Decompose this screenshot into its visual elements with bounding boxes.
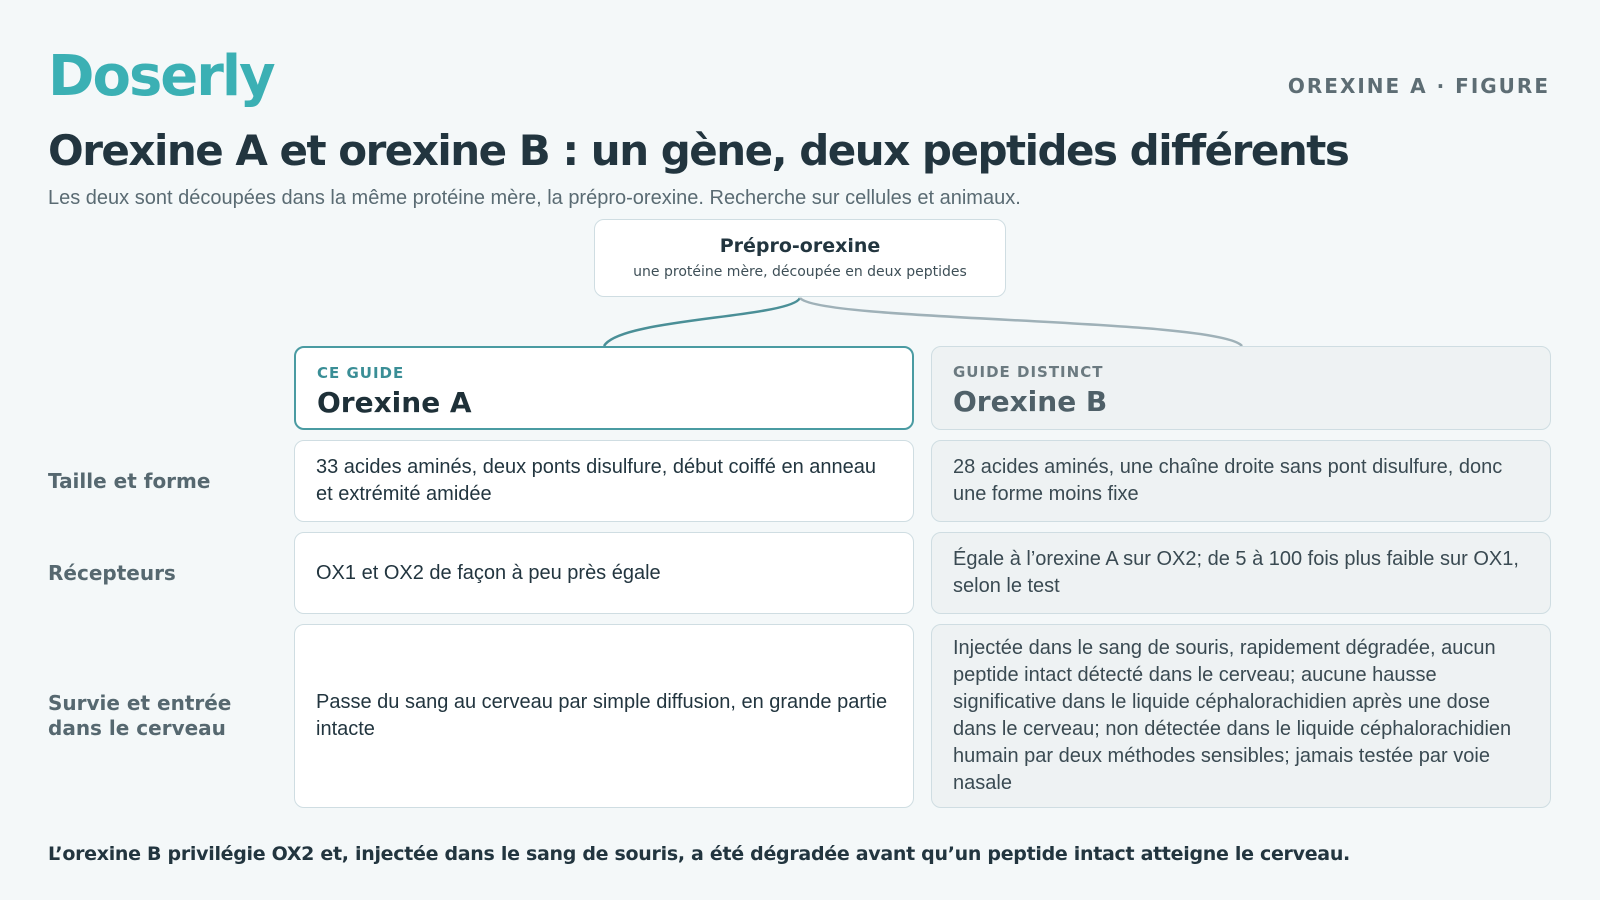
row-label-size: Taille et forme <box>48 468 211 493</box>
cell-orexine-a-receptors: OX1 et OX2 de façon à peu près égale <box>294 532 914 614</box>
column-header-orexine-b <box>931 346 1551 430</box>
footer-summary: L’orexine B privilégie OX2 et, injectée dans le sang de souris, a été dégradée avant qu’un peptide intact atteigne le cerveau. <box>48 843 1350 865</box>
connector-to-orexine-b <box>800 298 1242 346</box>
column-header-orexine-a <box>294 346 914 430</box>
cell-orexine-b-size: 28 acides aminés, une chaîne droite sans pont disulfure, donc une forme moins fixe <box>931 440 1551 522</box>
row-label-receptors: Récepteurs <box>48 560 176 585</box>
parent-protein-box <box>594 219 1006 297</box>
column-eyebrow: CE GUIDE <box>317 364 405 382</box>
cell-orexine-b-brain-entry: Injectée dans le sang de souris, rapidement dégradée, aucun peptide intact détecté dans le cerveau; aucune hausse significative dans le liquide céphalorachidien après une dose dans le cerveau; non détectée dans le liquide céphalorachidien humain par deux méthodes sensibles; jamais testée par voie nasale <box>931 624 1551 808</box>
column-name: Orexine B <box>953 385 1108 418</box>
figure-tag: OREXINE A · FIGURE <box>1287 74 1550 98</box>
parent-protein-subtitle: une protéine mère, découpée en deux peptides <box>633 264 967 280</box>
column-name: Orexine A <box>317 386 472 419</box>
cell-orexine-a-size: 33 acides aminés, deux ponts disulfure, début coiffé en anneau et extrémité amidée <box>294 440 914 522</box>
brand-logo: Doserly <box>48 44 274 109</box>
row-label-brain-entry: Survie et entrée dans le cerveau <box>48 691 232 740</box>
cell-orexine-b-receptors: Égale à l’orexine A sur OX2; de 5 à 100 fois plus faible sur OX1, selon le test <box>931 532 1551 614</box>
page-title: Orexine A et orexine B : un gène, deux peptides différents <box>48 126 1349 175</box>
page-subtitle: Les deux sont découpées dans la même protéine mère, la prépro-orexine. Recherche sur cellules et animaux. <box>48 187 1021 209</box>
parent-protein-title: Prépro-orexine <box>719 235 881 257</box>
connector-to-orexine-a <box>604 298 800 346</box>
cell-orexine-a-brain-entry: Passe du sang au cerveau par simple diffusion, en grande partie intacte <box>294 624 914 808</box>
column-eyebrow: GUIDE DISTINCT <box>953 363 1104 381</box>
